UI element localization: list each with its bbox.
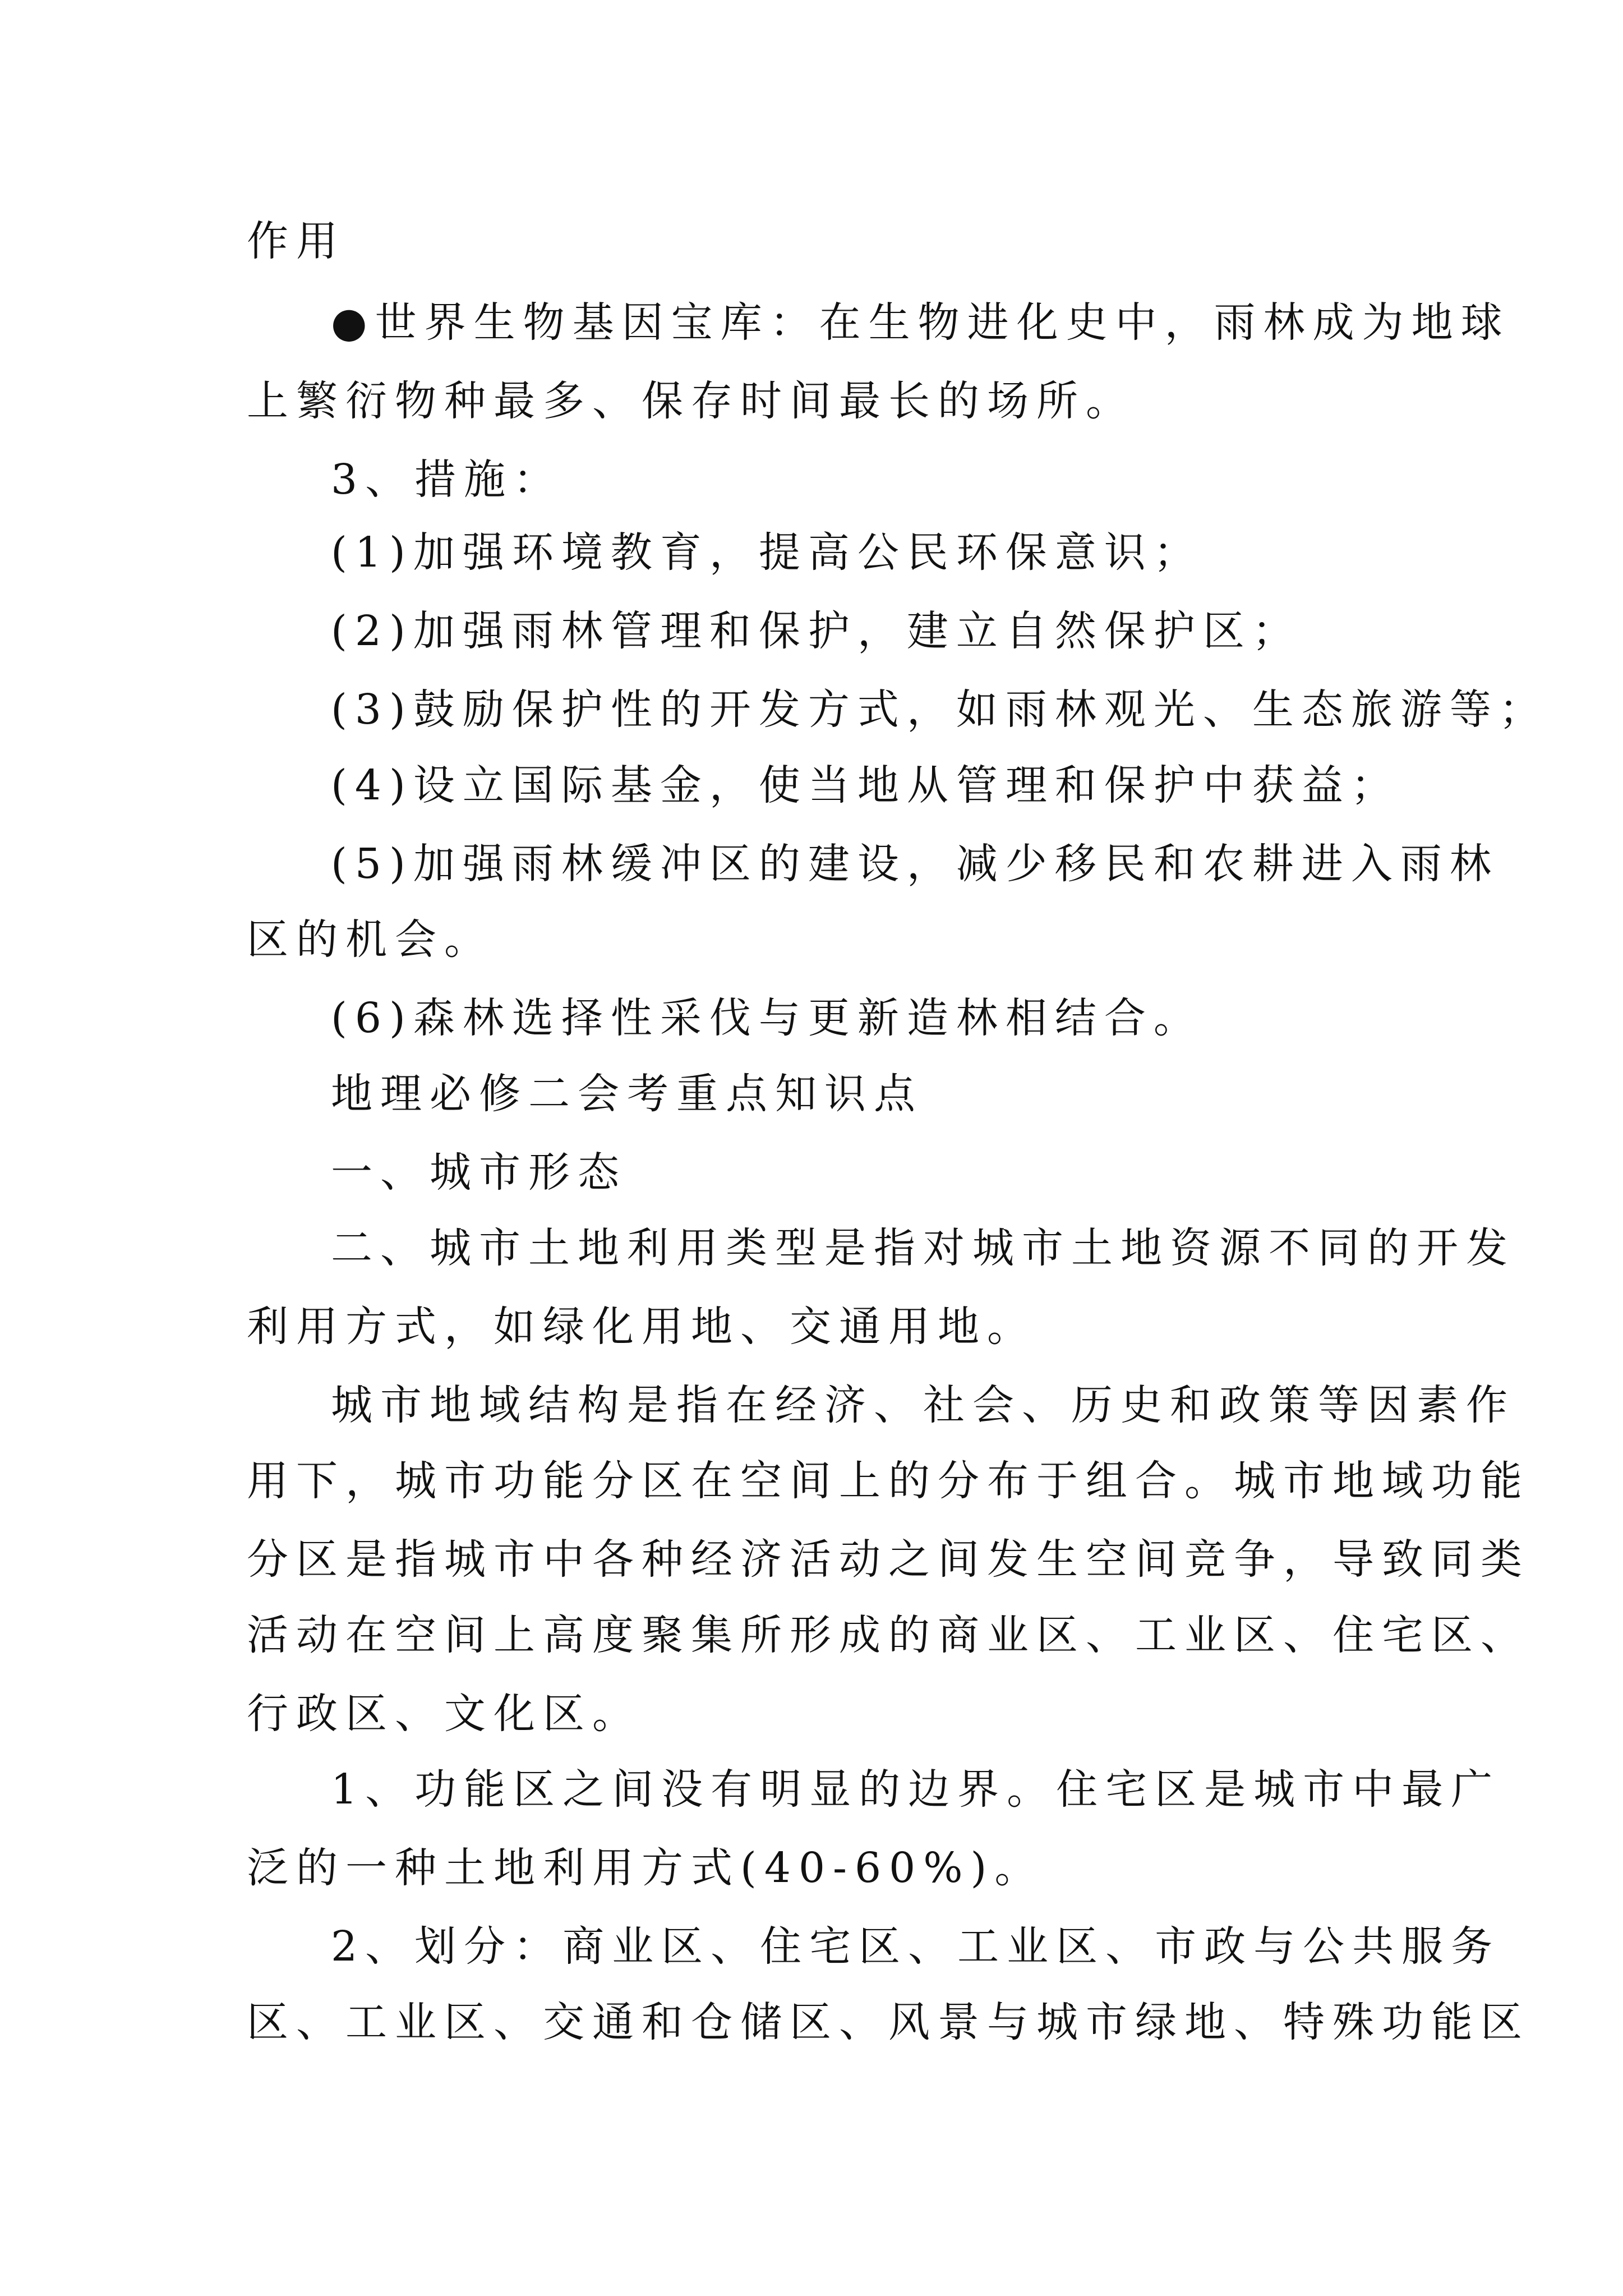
text-line: (2)加强雨林管理和保护，建立自然保护区； [331,607,1302,655]
text-line: 二、城市土地利用类型是指对城市土地资源不同的开发 [331,1224,1515,1272]
text-line: 利用方式，如绿化用地、交通用地。 [247,1303,1036,1351]
text-line: 一、城市形态 [331,1148,627,1197]
text-line: (1)加强环境教育，提高公民环保意识； [331,528,1203,577]
text-line: 城市地域结构是指在经济、社会、历史和政策等因素作 [331,1381,1515,1429]
text-line: 作用 [247,217,345,265]
text-line: (3)鼓励保护性的开发方式，如雨林观光、生态旅游等； [331,685,1548,734]
text-line: 1、功能区之间没有明显的边界。住宅区是城市中最广 [331,1765,1501,1814]
text-line: (4)设立国际基金，使当地从管理和保护中获益； [331,761,1400,809]
text-line: 用下，城市功能分区在空间上的分布于组合。城市地域功能 [247,1457,1530,1505]
text-line: 活动在空间上高度聚集所形成的商业区、工业区、住宅区、 [247,1611,1530,1659]
text-line: 分区是指城市中各种经济活动之间发生空间竞争，导致同类 [247,1535,1530,1584]
text-line: 上繁衍物种最多、保存时间最长的场所。 [247,377,1135,425]
text-line: 区的机会。 [247,915,494,964]
text-line: 3、措施： [331,455,563,504]
section-heading: 地理必修二会考重点知识点 [331,1070,923,1118]
text-line: ●世界生物基因宝库：在生物进化史中，雨林成为地球 [331,298,1510,347]
text-line: 泛的一种土地利用方式(40-60%)。 [247,1844,1044,1892]
text-line: (6)森林选择性采伐与更新造林相结合。 [331,994,1203,1042]
text-line: 区、工业区、交通和仓储区、风景与城市绿地、特殊功能区 [247,1998,1530,2046]
text-line: 行政区、文化区。 [247,1690,642,1738]
text-line: 2、划分：商业区、住宅区、工业区、市政与公共服务 [331,1922,1501,1971]
text-line: (5)加强雨林缓冲区的建设，减少移民和农耕进入雨林 [331,840,1499,888]
